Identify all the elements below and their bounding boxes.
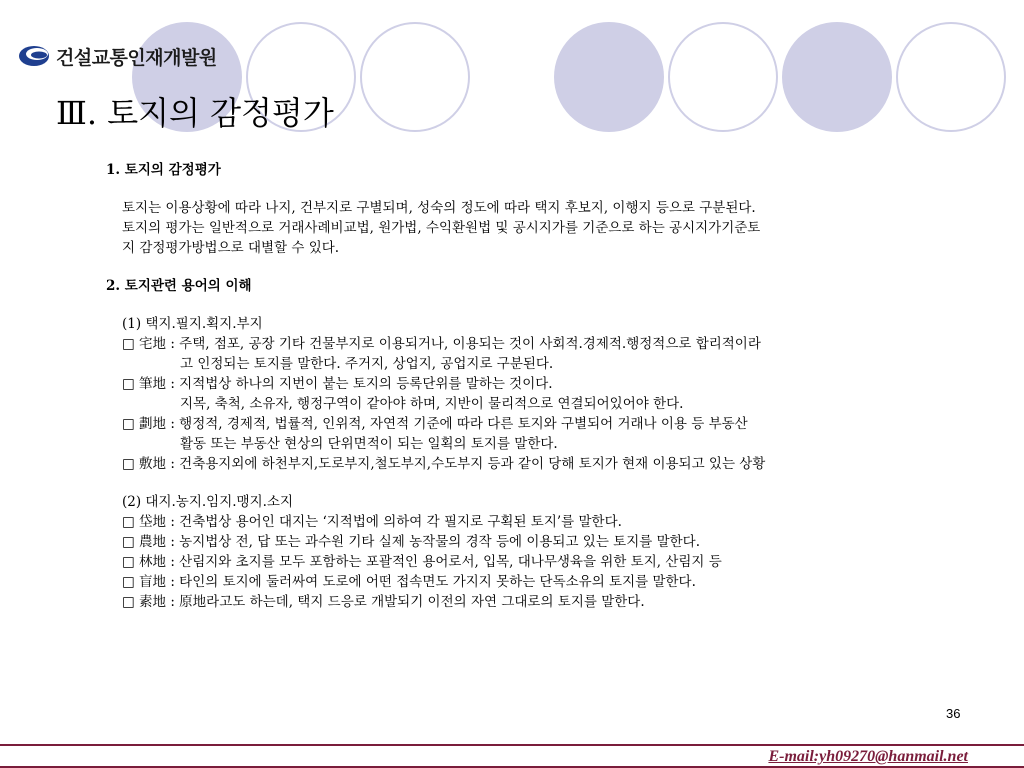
footer-divider-top: [0, 744, 1024, 746]
term-item-daeji: □ 垈地 : 건축법상 용어인 대지는 ‘지적법에 의하여 각 필지로 구획된 토지’를 말한다.: [122, 514, 622, 530]
term-item-pilji: □ 筆地 : 지적법상 하나의 지번이 붙는 토지의 등록단위를 말하는 것이다.: [122, 376, 553, 392]
term-item-taekji: □ 宅地 : 주택, 점포, 공장 기타 건물부지로 이용되거나, 이용되는 것이 사회적.경제적.행정적으로 합리적이라: [122, 336, 761, 352]
term-item-imji: □ 林地 : 산림지와 초지를 모두 포함하는 포괄적인 용어로서, 입목, 대나무생육을 위한 토지, 산림지 등: [122, 554, 722, 570]
term-item-maengji: □ 盲地 : 타인의 토지에 둘러싸여 도로에 어떤 접속면도 가지지 못하는 단독소유의 토지를 말한다.: [122, 574, 696, 590]
section1-heading: 1. 토지의 감정평가: [106, 162, 221, 178]
term-item-buji: □ 敷地 : 건축용지외에 하천부지,도로부지,철도부지,수도부지 등과 같이 당해 토지가 현재 이용되고 있는 상황: [122, 456, 766, 472]
sub1-heading: (1) 택지.필지.획지.부지: [122, 316, 263, 332]
term-item-soji: □ 素地 : 原地라고도 하는데, 택지 드응로 개발되기 이전의 자연 그대로의 토지를 말한다.: [122, 594, 645, 610]
term-item-nongji: □ 農地 : 농지법상 전, 답 또는 과수원 기타 실제 농작물의 경작 등에 이용되고 있는 토지를 말한다.: [122, 534, 700, 550]
section1-line: 지 감정평가방법으로 대별할 수 있다.: [122, 240, 340, 256]
logo-emblem-icon: [18, 44, 50, 68]
logo-text: 건설교통인재개발원: [56, 46, 217, 69]
decor-circle-6: [782, 22, 892, 132]
decor-circle-3: [360, 22, 470, 132]
sub2-heading: (2) 대지.농지.임지.맹지.소지: [122, 494, 293, 510]
section1-line: 토지는 이용상황에 따라 나지, 건부지로 구별되며, 성숙의 정도에 따라 택지 후보지, 이행지 등으로 구분된다.: [122, 200, 756, 216]
term-item-continuation: 지목, 축척, 소유자, 행정구역이 같아야 하며, 지반이 물리적으로 연결되어있어야 한다.: [180, 396, 684, 412]
decor-circle-4: [554, 22, 664, 132]
section1-line: 토지의 평가는 일반적으로 거래사례비교법, 원가법, 수익환원법 및 공시지가를 기준으로 하는 공시지가기준토: [122, 220, 761, 236]
term-item-continuation: 활동 또는 부동산 현상의 단위면적이 되는 일획의 토지를 말한다.: [180, 436, 558, 452]
footer-email-link[interactable]: E-mail:yh09270@hanmail.net: [768, 748, 968, 765]
slide-title: Ⅲ. 토지의 감정평가: [56, 94, 334, 132]
logo: [18, 42, 217, 70]
slide-content: [106, 160, 986, 612]
decor-circle-5: [668, 22, 778, 132]
page-number: 36: [946, 706, 961, 721]
term-item-continuation: 고 인정되는 토지를 말한다. 주거지, 상업지, 공업지로 구분된다.: [180, 356, 554, 372]
section2-heading: 2. 토지관련 용어의 이해: [106, 278, 252, 294]
decor-circle-7: [896, 22, 1006, 132]
term-item-hoekji: □ 劃地 : 행정적, 경제적, 법률적, 인위적, 자연적 기준에 따라 다른 토지와 구별되어 거래나 이용 등 부동산: [122, 416, 748, 432]
